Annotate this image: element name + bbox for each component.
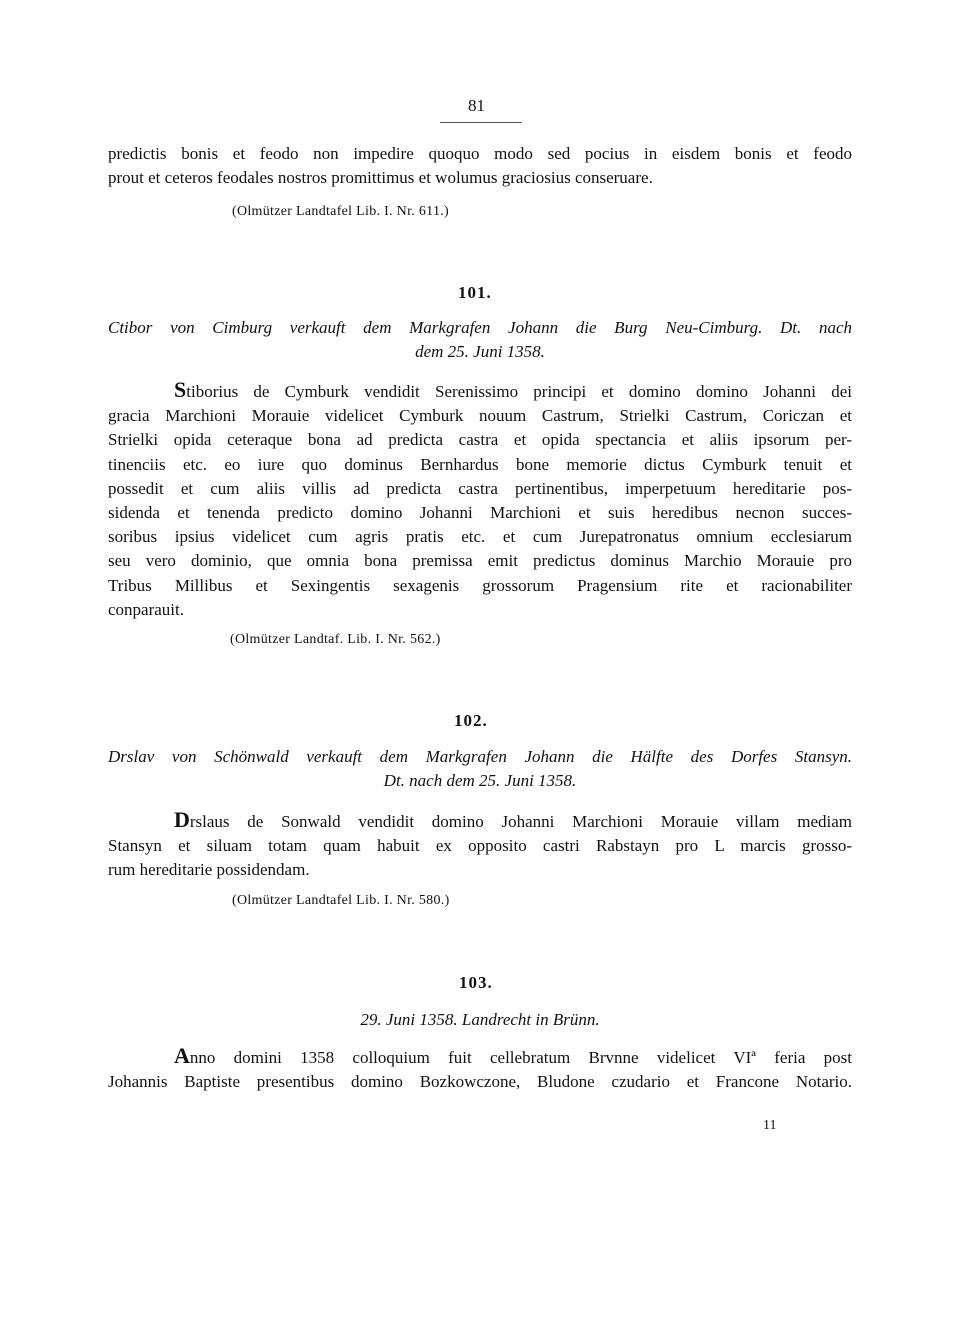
text-line: prout et ceteros feodales nostros promittimus et wolumus graciosius conseruare. [108,168,653,188]
intro-paragraph [108,142,852,190]
text-line: tinenciis etc. eo iure quo dominus Bernhardus bone memorie dictus Cymburk tenuit et [108,454,852,474]
heading-line: 29. Juni 1358. Landrecht in Brünn. [360,1010,600,1029]
text-line: possedit et cum aliis villis ad predicta castra pertinentibus, imperpetuum hereditarie pos- [108,478,852,498]
entry-number: 101. [458,283,492,302]
text-line: predictis bonis et feodo non impedire quoquo modo sed pocius in eisdem bonis et feodo [108,144,852,163]
text-line: conparauit. [108,599,184,619]
entry-heading [108,316,852,364]
text-line [108,378,852,404]
text-line: Strielki opida ceteraque bona ad predicta castra et opida spectancia et aliis ipsorum per- [108,430,852,450]
header-rule [440,122,522,123]
text-line: gracia Marchioni Morauie videlicet Cymburk nouum Castrum, Strielki Castrum, Coriczan et [108,406,852,426]
entry-text [108,1044,852,1094]
source-citation: (Olmützer Landtaf. Lib. I. Nr. 562.) [230,632,441,647]
text-line: sidenda et tenenda predicto domino Johanni Marchioni et suis heredibus necnon succes- [108,503,852,523]
text-line: seu vero dominio, que omnia bona premissa emit predictus dominus Marchio Morauie pro [108,551,852,571]
heading-line: dem 25. Juni 1358. [415,342,545,361]
entry-number: 102. [454,711,488,730]
heading-line: Ctibor von Cimburg verkauft dem Markgrafen Johann die Burg Neu-Cimburg. Dt. nach [108,318,852,337]
text-line: soribus ipsius videlicet cum agris pratis etc. et cum Jurepatronatus omnium ecclesiarum [108,527,852,547]
entry-heading [108,1008,852,1032]
source-citation: (Olmützer Landtafel Lib. I. Nr. 580.) [232,893,450,908]
text-line-content: nno domini 1358 colloquium fuit cellebratum Brvnne videlicet VIª feria post [189,1048,852,1067]
entry-heading [108,745,852,793]
entry-text [108,808,852,883]
text-line-content: tiborius de Cymburk vendidit Serenissimo principi et domino domino Johanni dei [186,382,852,401]
entry-number: 103. [459,973,493,992]
text-line [108,808,852,834]
signature-mark: 11 [763,1118,777,1133]
text-line: Tribus Millibus et Sexingentis sexagenis grossorum Pragensium rite et racionabiliter [108,575,852,595]
entry-text [108,378,852,622]
drop-initial: A [174,1043,190,1068]
source-citation: (Olmützer Landtafel Lib. I. Nr. 611.) [232,204,450,219]
text-line: Stansyn et siluam totam quam habuit ex opposito castri Rabstayn pro L marcis grosso- [108,836,852,856]
heading-line: Drslav von Schönwald verkauft dem Markgrafen Johann die Hälfte des Dorfes Stansyn. [108,747,852,766]
text-line [108,1044,852,1070]
drop-initial: S [174,377,187,402]
text-line-content: rslaus de Sonwald vendidit domino Johanni Marchioni Morauie villam mediam [189,812,852,831]
page-number: 81 [468,96,485,115]
drop-initial: D [174,807,190,832]
heading-line: Dt. nach dem 25. Juni 1358. [383,771,577,790]
text-line: rum hereditarie possidendam. [108,860,310,880]
text-line: Johannis Baptiste presentibus domino Bozkowczone, Bludone czudario et Francone Notario. [108,1072,852,1092]
